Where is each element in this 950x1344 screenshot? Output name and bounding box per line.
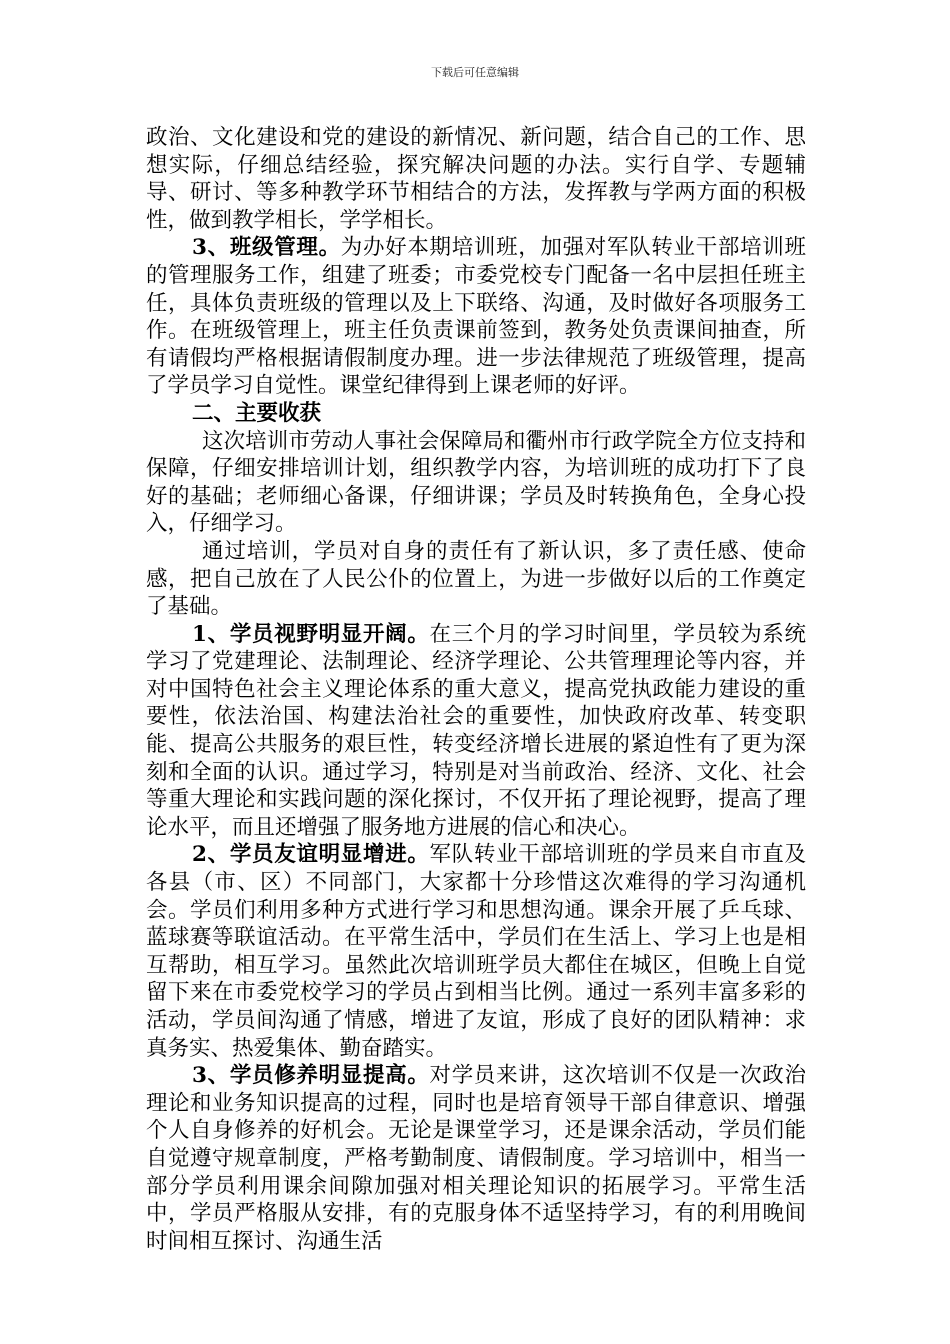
- paragraph-text: 政治、文化建设和党的建设的新情况、新问题，结合自己的工作、思想实际，仔细总结经验，探究解决问题的办法。实行自学、专题辅导、研讨、等多种教学环节相结合的方法，发挥教与学两方面的积极性，做到教学相长，学学相长。: [146, 125, 806, 233]
- section-heading-main-gains: 二、主要收获: [192, 400, 322, 426]
- paragraph-text: 为办好本期培训班，加强对军队转业干部培训班的管理服务工作，组建了班委；市委党校专门配备一名中层担任班主任，具体负责班级的管理以及上下联络、沟通，及时做好各项服务工作。在班级管理上，班主任负责课前签到，教务处负责课间抽查，所有请假均严格根据请假制度办理。进一步法律规范了班级管理，提高了学员学习自觉性。课堂纪律得到上课老师的好评。: [146, 235, 806, 399]
- paragraph-lead: 3、学员修养明显提高。: [192, 1063, 430, 1089]
- paragraph-friendship: [146, 841, 806, 1062]
- paragraph-broader-vision: [146, 621, 806, 842]
- paragraph-class-management: [146, 234, 806, 400]
- document-body: [146, 124, 806, 1255]
- paragraph-text: 这次培训市劳动人事社会保障局和衢州市行政学院全方位支持和保障，仔细安排培训计划，组织教学内容，为培训班的成功打下了良好的基础；老师细心备课，仔细讲课；学员及时转换角色，全身心投入，仔细学习。: [146, 428, 806, 537]
- paragraph-text: 军队转业干部培训班的学员来自市直及各县（市、区）不同部门，大家都十分珍惜这次难得的学习沟通机会。学员们利用多种方式进行学习和思想沟通。课余开展了乒乓球、蓝球赛等联谊活动。在平常生活中，学员们在生活上、学习上也是相互帮助，相互学习。虽然此次培训班学员大都住在城区，但晚上自觉留下来在市委党校学习的学员占到相当比例。通过一系列丰富多彩的活动，学员间沟通了情感，增进了友谊，形成了良好的团队精神：求真务实、热爱集体、勤奋踏实。: [146, 842, 806, 1061]
- paragraph-text: 通过培训，学员对自身的责任有了新认识，多了责任感、使命感，把自己放在了人民公仆的位置上，为进一步做好以后的工作奠定了基础。: [146, 538, 806, 620]
- paragraph-lead: 2、学员友谊明显增进。: [192, 842, 430, 868]
- paragraph-lead: 3、班级管理。: [192, 235, 341, 261]
- paragraph-text: 在三个月的学习时间里，学员较为系统学习了党建理论、法制理论、经济学理论、公共管理理论等内容，并对中国特色社会主义理论体系的重大意义，提高党执政能力建设的重要性，依法治国、构建法治社会的重要性，加快政府改革、转变职能、提高公共服务的艰巨性，转变经济增长进展的紧迫性有了更为深刻和全面的认识。通过学习，特别是对当前政治、经济、文化、社会等重大理论和实践问题的深化探讨，不仅开拓了理论视野，提高了理论水平，而且还增强了服务地方进展的信心和决心。: [146, 621, 806, 840]
- paragraph-continuation: [146, 124, 806, 234]
- page-header: 下载后可任意编辑: [431, 66, 519, 79]
- paragraph-lead: 1、学员视野明显开阔。: [192, 621, 430, 647]
- paragraph-new-awareness: [146, 538, 806, 621]
- paragraph-text: 对学员来讲，这次培训不仅是一次政治理论和业务知识提高的过程，同时也是培育领导干部自律意识、增强个人自身修养的好机会。无论是课堂学习，还是课余活动，学员们能自觉遵守规章制度，严格考勤制度、请假制度。学习培训中，相当一部分学员利用课余间隙加强对相关理论知识的拓展学习。平常生活中，学员严格服从安排，有的克服身体不适坚持学习，有的利用晚间时间相互探讨、沟通生活: [146, 1063, 806, 1254]
- paragraph-self-cultivation: [146, 1062, 806, 1255]
- paragraph-training-support: [146, 428, 806, 538]
